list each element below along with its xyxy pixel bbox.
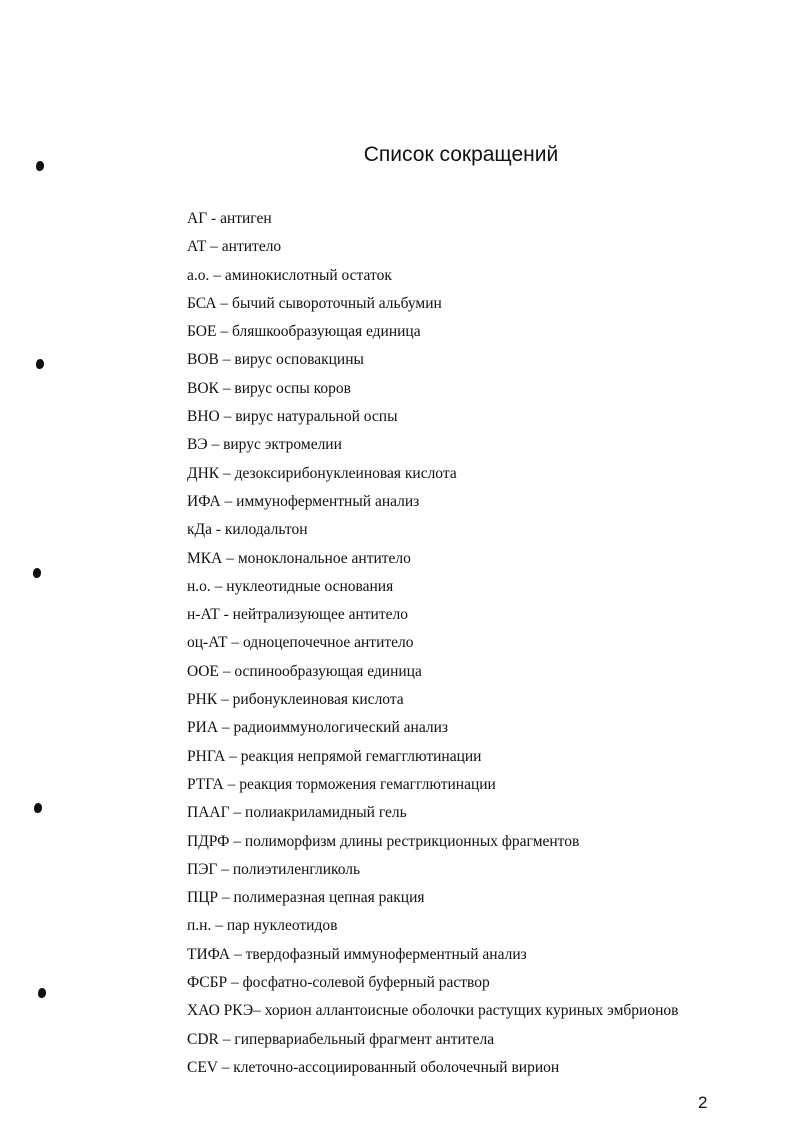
- abbreviation-item: ПЭГ – полиэтиленгликоль: [187, 860, 361, 878]
- abbreviation-item: ФСБР – фосфатно-солевой буферный раствор: [187, 974, 490, 992]
- abbreviation-list: [187, 205, 678, 1082]
- abbreviation-item: АГ - антиген: [187, 210, 272, 227]
- abbreviation-item: АТ – антитело: [187, 238, 282, 256]
- abbreviation-item: CDR – гипервариабельный фрагмент антитела: [187, 1030, 495, 1048]
- binding-hole-mark: [33, 568, 41, 578]
- abbreviation-item: п.н. – пар нуклеотидов: [187, 917, 338, 935]
- abbreviation-item: н.о. – нуклеотидные основания: [187, 577, 394, 595]
- abbreviation-item: оц-АТ – одноцепочечное антитело: [187, 634, 414, 652]
- abbreviation-item: кДа - килодальтон: [187, 521, 308, 539]
- abbreviation-item: ИФА – иммуноферментный анализ: [187, 492, 420, 510]
- abbreviation-item: а.о. – аминокислотный остаток: [187, 266, 392, 284]
- abbreviation-item: ПЦР – полимеразная цепная ракция: [187, 889, 425, 907]
- binding-hole-mark: [34, 803, 42, 813]
- abbreviation-item: РТГА – реакция торможения гемагглютинации: [187, 775, 496, 793]
- abbreviation-item: МКА – моноклональное антитело: [187, 549, 411, 567]
- abbreviation-item: ООЕ – оспинообразующая единица: [187, 662, 422, 680]
- abbreviation-item: РНК – рибонуклеиновая кислота: [187, 691, 404, 709]
- abbreviation-item: ВОК – вирус оспы коров: [187, 379, 351, 397]
- binding-hole-mark: [36, 359, 44, 369]
- abbreviation-item: ПААГ – полиакриламидный гель: [187, 804, 407, 822]
- abbreviation-item: БСА – бычий сывороточный альбумин: [187, 294, 442, 312]
- abbreviation-item: ХАО РКЭ– хорион аллантоисные оболочки растущих куриных эмбрионов: [187, 1002, 679, 1020]
- abbreviation-item: ВЭ – вирус эктромелии: [187, 436, 342, 454]
- abbreviation-item: ПДРФ – полиморфизм длины рестрикционных фрагментов: [187, 832, 580, 850]
- binding-hole-mark: [38, 988, 46, 998]
- page-number: 2: [698, 1093, 708, 1112]
- abbreviation-item: РНГА – реакция непрямой гемагглютинации: [187, 747, 482, 765]
- abbreviation-item: CEV – клеточно-ассоциированный оболочечный вирион: [187, 1058, 560, 1076]
- abbreviation-item: БОЕ – бляшкообразующая единица: [187, 323, 421, 341]
- abbreviation-item: ВНО – вирус натуральной оспы: [187, 408, 398, 426]
- abbreviation-item: ДНК – дезоксирибонуклеиновая кислота: [187, 464, 457, 482]
- abbreviation-item: РИА – радиоиммунологический анализ: [187, 719, 448, 737]
- abbreviation-item: ВОВ – вирус осповакцины: [187, 351, 364, 369]
- abbreviation-item: ТИФА – твердофазный иммуноферментный анализ: [187, 945, 527, 963]
- page-title: Список сокращений: [363, 143, 559, 166]
- abbreviation-item: н-АТ - нейтрализующее антитело: [187, 606, 408, 624]
